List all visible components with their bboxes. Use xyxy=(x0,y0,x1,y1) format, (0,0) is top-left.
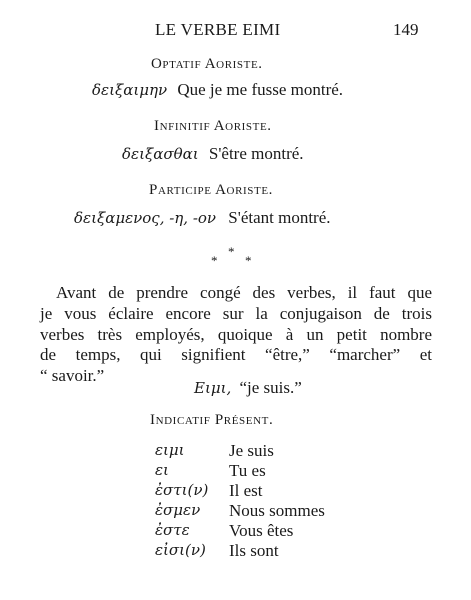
conjugation-greek: εἰσι(ν) xyxy=(155,541,206,559)
asterism-star-right: * xyxy=(245,253,252,268)
participe-heading: Participe Aoriste. xyxy=(149,182,273,198)
paragraph-line: je vous éclaire encore sur la conjugaison de trois xyxy=(40,303,432,323)
optatif-heading: Optatif Aoriste. xyxy=(151,56,263,72)
paragraph-line: de temps, qui signifient “être,” “marcher” et xyxy=(40,345,432,365)
conjugation-french: Vous êtes xyxy=(229,521,294,540)
eimi-line xyxy=(194,378,302,398)
conjugation-french: Nous sommes xyxy=(229,501,325,520)
conjugation-greek: ειμι xyxy=(155,441,185,459)
infinitif-french: S'être montré. xyxy=(208,144,304,163)
eimi-french: “je suis.” xyxy=(239,378,302,397)
asterism-star-top: * xyxy=(228,244,235,259)
indicatif-heading: Indicatif Présent. xyxy=(150,412,274,428)
asterism xyxy=(211,244,257,270)
page-number: 149 xyxy=(393,20,419,39)
conjugation-greek: ἐσμεν xyxy=(155,501,201,519)
conjugation-greek: ἐστε xyxy=(155,521,190,539)
conjugation-row xyxy=(0,521,471,541)
conjugation-greek: ει xyxy=(155,461,169,479)
eimi-greek: Ειμι, xyxy=(194,379,232,397)
conjugation-french: Ils sont xyxy=(229,541,279,560)
optatif-greek: δειξαιμην xyxy=(92,81,168,99)
running-title: LE VERBE EIMI xyxy=(155,20,281,39)
paragraph-line: verbes très employés, quoique à un petit nombre xyxy=(40,324,432,344)
optatif-line xyxy=(92,80,343,100)
conjugation-row xyxy=(0,541,471,561)
infinitif-line xyxy=(122,144,304,164)
paragraph-line: Avant de prendre congé des verbes, il faut que xyxy=(56,283,432,302)
participe-french: S'étant montré. xyxy=(228,208,331,227)
conjugation-row xyxy=(0,481,471,501)
conjugation-row xyxy=(0,461,471,481)
conjugation-french: Il est xyxy=(229,481,263,500)
conjugation-french: Tu es xyxy=(229,461,266,480)
running-head xyxy=(0,20,471,42)
conjugation-french: Je suis xyxy=(229,441,274,460)
optatif-french: Que je me fusse montré. xyxy=(177,80,344,99)
asterism-star-left: * xyxy=(211,253,218,268)
conjugation-row xyxy=(0,501,471,521)
participe-greek: δειξαμενος, -η, -ον xyxy=(74,209,217,227)
paragraph-line: “ savoir.” xyxy=(40,366,105,386)
infinitif-greek: δειξασθαι xyxy=(122,145,199,163)
infinitif-heading: Infinitif Aoriste. xyxy=(154,118,272,134)
conjugation-row xyxy=(0,441,471,461)
conjugation-greek: ἐστι(ν) xyxy=(155,481,209,499)
intro-paragraph xyxy=(40,283,432,387)
participe-line xyxy=(74,208,331,228)
